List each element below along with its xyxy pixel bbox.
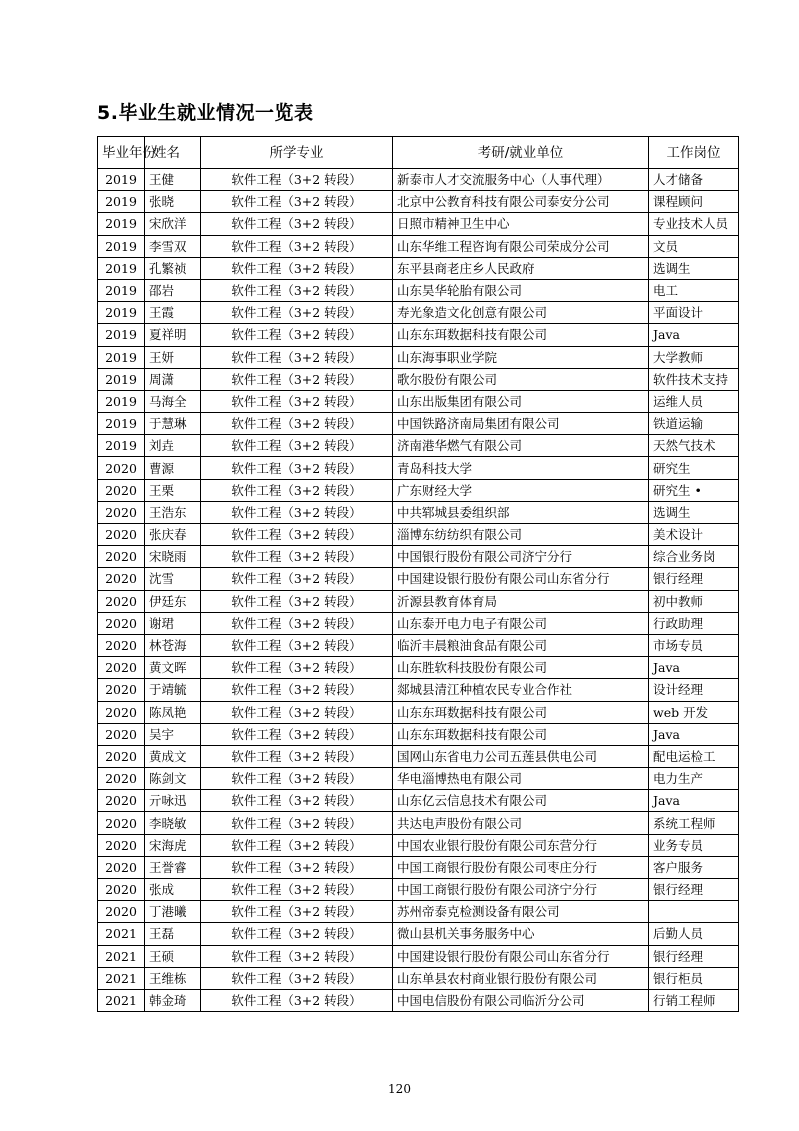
cell-position: Java xyxy=(649,723,739,745)
cell-name: 黄文晖 xyxy=(145,657,201,679)
cell-position: 平面设计 xyxy=(649,302,739,324)
cell-major: 软件工程（3+2 转段） xyxy=(201,634,393,656)
column-header-unit: 考研/就业单位 xyxy=(393,137,649,169)
table-row xyxy=(98,967,739,989)
table-row xyxy=(98,923,739,945)
cell-unit: 国网山东省电力公司五莲县供电公司 xyxy=(393,745,649,767)
cell-year: 2020 xyxy=(98,834,145,856)
cell-unit: 山东泰开电力电子有限公司 xyxy=(393,612,649,634)
cell-position: 选调生 xyxy=(649,501,739,523)
cell-unit: 沂源县教育体育局 xyxy=(393,590,649,612)
cell-unit: 山东东珥数据科技有限公司 xyxy=(393,723,649,745)
table-row xyxy=(98,901,739,923)
table-row xyxy=(98,879,739,901)
cell-year: 2020 xyxy=(98,745,145,767)
cell-major: 软件工程（3+2 转段） xyxy=(201,413,393,435)
table-row xyxy=(98,701,739,723)
cell-major: 软件工程（3+2 转段） xyxy=(201,856,393,878)
table-row xyxy=(98,812,739,834)
table-row xyxy=(98,745,739,767)
cell-major: 软件工程（3+2 转段） xyxy=(201,879,393,901)
cell-name: 王硕 xyxy=(145,945,201,967)
cell-unit: 中国电信股份有限公司临沂分公司 xyxy=(393,989,649,1011)
table-row xyxy=(98,435,739,457)
cell-major: 软件工程（3+2 转段） xyxy=(201,612,393,634)
cell-unit: 青岛科技大学 xyxy=(393,457,649,479)
table-row xyxy=(98,790,739,812)
cell-position: 银行柜员 xyxy=(649,967,739,989)
cell-unit: 中国工商银行股份有限公司济宁分行 xyxy=(393,879,649,901)
cell-year: 2020 xyxy=(98,679,145,701)
cell-year: 2019 xyxy=(98,235,145,257)
cell-unit: 歌尔股份有限公司 xyxy=(393,368,649,390)
table-row xyxy=(98,457,739,479)
cell-position: 初中教师 xyxy=(649,590,739,612)
cell-position: 后勤人员 xyxy=(649,923,739,945)
cell-position: Java xyxy=(649,324,739,346)
cell-name: 周潇 xyxy=(145,368,201,390)
cell-year: 2019 xyxy=(98,390,145,412)
cell-major: 软件工程（3+2 转段） xyxy=(201,479,393,501)
cell-year: 2019 xyxy=(98,324,145,346)
cell-major: 软件工程（3+2 转段） xyxy=(201,657,393,679)
column-header-year: 毕业年份 xyxy=(98,137,145,169)
cell-position: 行政助理 xyxy=(649,612,739,634)
cell-major: 软件工程（3+2 转段） xyxy=(201,812,393,834)
cell-unit: 山东海事职业学院 xyxy=(393,346,649,368)
cell-year: 2020 xyxy=(98,701,145,723)
table-header xyxy=(98,137,739,169)
table-row xyxy=(98,590,739,612)
table-row xyxy=(98,679,739,701)
cell-year: 2019 xyxy=(98,302,145,324)
cell-position: 课程顾问 xyxy=(649,191,739,213)
cell-year: 2019 xyxy=(98,413,145,435)
cell-major: 软件工程（3+2 转段） xyxy=(201,169,393,191)
cell-name: 于靖毓 xyxy=(145,679,201,701)
cell-position: 设计经理 xyxy=(649,679,739,701)
table-row xyxy=(98,235,739,257)
cell-unit: 山东单县农村商业银行股份有限公司 xyxy=(393,967,649,989)
table-row xyxy=(98,279,739,301)
cell-position xyxy=(649,901,739,923)
cell-year: 2021 xyxy=(98,923,145,945)
cell-name: 马海全 xyxy=(145,390,201,412)
cell-name: 陈凤艳 xyxy=(145,701,201,723)
cell-position: 研究生 • xyxy=(649,479,739,501)
cell-year: 2021 xyxy=(98,945,145,967)
cell-unit: 山东东珥数据科技有限公司 xyxy=(393,324,649,346)
cell-year: 2020 xyxy=(98,546,145,568)
cell-unit: 山东亿云信息技术有限公司 xyxy=(393,790,649,812)
page-title: 5.毕业生就业情况一览表 xyxy=(97,102,314,124)
table-row xyxy=(98,169,739,191)
table-row xyxy=(98,546,739,568)
cell-position: 文员 xyxy=(649,235,739,257)
cell-year: 2019 xyxy=(98,191,145,213)
cell-name: 张晓 xyxy=(145,191,201,213)
cell-year: 2020 xyxy=(98,790,145,812)
cell-year: 2021 xyxy=(98,967,145,989)
cell-position: 美术设计 xyxy=(649,524,739,546)
cell-position: 银行经理 xyxy=(649,879,739,901)
cell-major: 软件工程（3+2 转段） xyxy=(201,790,393,812)
cell-position: 电力生产 xyxy=(649,768,739,790)
cell-unit: 中国建设银行股份有限公司山东省分行 xyxy=(393,945,649,967)
cell-position: web 开发 xyxy=(649,701,739,723)
table-row xyxy=(98,723,739,745)
cell-unit: 寿光象造文化创意有限公司 xyxy=(393,302,649,324)
cell-position: 铁道运输 xyxy=(649,413,739,435)
cell-major: 软件工程（3+2 转段） xyxy=(201,457,393,479)
column-header-major: 所学专业 xyxy=(201,137,393,169)
cell-position: 研究生 xyxy=(649,457,739,479)
cell-unit: 中国铁路济南局集团有限公司 xyxy=(393,413,649,435)
table-row xyxy=(98,302,739,324)
cell-position: 专业技术人员 xyxy=(649,213,739,235)
cell-year: 2020 xyxy=(98,612,145,634)
cell-name: 王磊 xyxy=(145,923,201,945)
cell-major: 软件工程（3+2 转段） xyxy=(201,346,393,368)
cell-name: 李雪双 xyxy=(145,235,201,257)
cell-unit: 日照市精神卫生中心 xyxy=(393,213,649,235)
cell-position: Java xyxy=(649,790,739,812)
cell-position: 系统工程师 xyxy=(649,812,739,834)
cell-name: 王维栋 xyxy=(145,967,201,989)
cell-unit: 山东昊华轮胎有限公司 xyxy=(393,279,649,301)
cell-unit: 微山县机关事务服务中心 xyxy=(393,923,649,945)
cell-year: 2021 xyxy=(98,989,145,1011)
table-row xyxy=(98,856,739,878)
cell-position: 客户服务 xyxy=(649,856,739,878)
table-row xyxy=(98,945,739,967)
cell-name: 丁港曦 xyxy=(145,901,201,923)
cell-major: 软件工程（3+2 转段） xyxy=(201,435,393,457)
cell-name: 宋海虎 xyxy=(145,834,201,856)
cell-position: 运维人员 xyxy=(649,390,739,412)
cell-name: 于慧琳 xyxy=(145,413,201,435)
cell-position: 银行经理 xyxy=(649,945,739,967)
table-row xyxy=(98,501,739,523)
cell-name: 陈剑文 xyxy=(145,768,201,790)
cell-name: 王浩东 xyxy=(145,501,201,523)
cell-major: 软件工程（3+2 转段） xyxy=(201,390,393,412)
cell-major: 软件工程（3+2 转段） xyxy=(201,501,393,523)
cell-major: 软件工程（3+2 转段） xyxy=(201,302,393,324)
cell-major: 软件工程（3+2 转段） xyxy=(201,901,393,923)
cell-year: 2019 xyxy=(98,435,145,457)
cell-unit: 新泰市人才交流服务中心（人事代理） xyxy=(393,169,649,191)
table-row xyxy=(98,657,739,679)
table-row xyxy=(98,568,739,590)
cell-unit: 山东东珥数据科技有限公司 xyxy=(393,701,649,723)
cell-name: 吴宇 xyxy=(145,723,201,745)
cell-name: 王霞 xyxy=(145,302,201,324)
cell-year: 2020 xyxy=(98,568,145,590)
cell-name: 宋晓雨 xyxy=(145,546,201,568)
cell-name: 黄成文 xyxy=(145,745,201,767)
cell-year: 2019 xyxy=(98,257,145,279)
cell-unit: 东平县商老庄乡人民政府 xyxy=(393,257,649,279)
cell-year: 2020 xyxy=(98,901,145,923)
cell-major: 软件工程（3+2 转段） xyxy=(201,923,393,945)
table-row xyxy=(98,768,739,790)
cell-position: 天然气技术 xyxy=(649,435,739,457)
cell-major: 软件工程（3+2 转段） xyxy=(201,235,393,257)
cell-year: 2019 xyxy=(98,368,145,390)
table-row xyxy=(98,612,739,634)
cell-unit: 山东胜软科技股份有限公司 xyxy=(393,657,649,679)
cell-name: 王健 xyxy=(145,169,201,191)
cell-position: 行销工程师 xyxy=(649,989,739,1011)
cell-name: 王栗 xyxy=(145,479,201,501)
table-row xyxy=(98,834,739,856)
cell-major: 软件工程（3+2 转段） xyxy=(201,324,393,346)
cell-major: 软件工程（3+2 转段） xyxy=(201,590,393,612)
table-row xyxy=(98,413,739,435)
table-row xyxy=(98,257,739,279)
cell-unit: 中国工商银行股份有限公司枣庄分行 xyxy=(393,856,649,878)
cell-major: 软件工程（3+2 转段） xyxy=(201,191,393,213)
cell-position: 银行经理 xyxy=(649,568,739,590)
cell-position: 综合业务岗 xyxy=(649,546,739,568)
cell-unit: 山东出版集团有限公司 xyxy=(393,390,649,412)
cell-unit: 共达电声股份有限公司 xyxy=(393,812,649,834)
cell-year: 2019 xyxy=(98,279,145,301)
employment-table xyxy=(97,136,739,1012)
cell-year: 2020 xyxy=(98,479,145,501)
cell-major: 软件工程（3+2 转段） xyxy=(201,745,393,767)
cell-major: 软件工程（3+2 转段） xyxy=(201,279,393,301)
cell-position: 市场专员 xyxy=(649,634,739,656)
table-row xyxy=(98,191,739,213)
cell-unit: 中国农业银行股份有限公司东营分行 xyxy=(393,834,649,856)
table-row xyxy=(98,989,739,1011)
cell-name: 伊廷东 xyxy=(145,590,201,612)
cell-name: 孔繁祯 xyxy=(145,257,201,279)
cell-name: 亓咏迅 xyxy=(145,790,201,812)
cell-year: 2020 xyxy=(98,501,145,523)
table-row xyxy=(98,368,739,390)
cell-name: 张成 xyxy=(145,879,201,901)
cell-unit: 广东财经大学 xyxy=(393,479,649,501)
cell-unit: 华电淄博热电有限公司 xyxy=(393,768,649,790)
header-row xyxy=(98,137,739,169)
cell-name: 谢珺 xyxy=(145,612,201,634)
cell-year: 2020 xyxy=(98,457,145,479)
cell-position: 配电运检工 xyxy=(649,745,739,767)
table-row xyxy=(98,346,739,368)
page-number: 120 xyxy=(388,1082,411,1096)
cell-year: 2020 xyxy=(98,657,145,679)
cell-unit: 中国建设银行股份有限公司山东省分行 xyxy=(393,568,649,590)
cell-unit: 中共郓城县委组织部 xyxy=(393,501,649,523)
cell-year: 2019 xyxy=(98,346,145,368)
cell-major: 软件工程（3+2 转段） xyxy=(201,834,393,856)
cell-position: Java xyxy=(649,657,739,679)
cell-position: 业务专员 xyxy=(649,834,739,856)
cell-major: 软件工程（3+2 转段） xyxy=(201,524,393,546)
cell-name: 李晓敏 xyxy=(145,812,201,834)
cell-name: 王誉睿 xyxy=(145,856,201,878)
cell-year: 2020 xyxy=(98,812,145,834)
cell-major: 软件工程（3+2 转段） xyxy=(201,723,393,745)
cell-major: 软件工程（3+2 转段） xyxy=(201,257,393,279)
cell-unit: 苏州帝泰克检测设备有限公司 xyxy=(393,901,649,923)
cell-unit: 北京中公教育科技有限公司泰安分公司 xyxy=(393,191,649,213)
cell-name: 宋欣洋 xyxy=(145,213,201,235)
cell-name: 沈雪 xyxy=(145,568,201,590)
cell-year: 2020 xyxy=(98,879,145,901)
table-row xyxy=(98,213,739,235)
table-row xyxy=(98,324,739,346)
cell-unit: 中国银行股份有限公司济宁分行 xyxy=(393,546,649,568)
cell-year: 2020 xyxy=(98,524,145,546)
cell-major: 软件工程（3+2 转段） xyxy=(201,568,393,590)
cell-name: 韩金琦 xyxy=(145,989,201,1011)
cell-name: 夏祥明 xyxy=(145,324,201,346)
cell-unit: 淄博东纺纺织有限公司 xyxy=(393,524,649,546)
cell-year: 2019 xyxy=(98,213,145,235)
cell-year: 2020 xyxy=(98,590,145,612)
column-header-name: 姓名 xyxy=(145,137,201,169)
cell-year: 2020 xyxy=(98,856,145,878)
cell-unit: 济南港华燃气有限公司 xyxy=(393,435,649,457)
cell-name: 曹源 xyxy=(145,457,201,479)
cell-major: 软件工程（3+2 转段） xyxy=(201,213,393,235)
cell-major: 软件工程（3+2 转段） xyxy=(201,967,393,989)
cell-major: 软件工程（3+2 转段） xyxy=(201,989,393,1011)
cell-name: 林苍海 xyxy=(145,634,201,656)
table-row xyxy=(98,479,739,501)
table-row xyxy=(98,390,739,412)
cell-position: 软件技术支持 xyxy=(649,368,739,390)
column-header-position: 工作岗位 xyxy=(649,137,739,169)
cell-name: 邵岩 xyxy=(145,279,201,301)
table-row xyxy=(98,524,739,546)
cell-position: 选调生 xyxy=(649,257,739,279)
cell-unit: 郯城县清江种植农民专业合作社 xyxy=(393,679,649,701)
cell-name: 张庆春 xyxy=(145,524,201,546)
cell-major: 软件工程（3+2 转段） xyxy=(201,679,393,701)
table-row xyxy=(98,634,739,656)
cell-position: 大学教师 xyxy=(649,346,739,368)
table-body xyxy=(98,169,739,1012)
cell-year: 2019 xyxy=(98,169,145,191)
cell-year: 2020 xyxy=(98,768,145,790)
cell-name: 刘垚 xyxy=(145,435,201,457)
cell-position: 人才储备 xyxy=(649,169,739,191)
cell-name: 王妍 xyxy=(145,346,201,368)
cell-position: 电工 xyxy=(649,279,739,301)
cell-major: 软件工程（3+2 转段） xyxy=(201,546,393,568)
cell-unit: 临沂丰晨粮油食品有限公司 xyxy=(393,634,649,656)
cell-unit: 山东华维工程咨询有限公司荣成分公司 xyxy=(393,235,649,257)
cell-year: 2020 xyxy=(98,723,145,745)
cell-major: 软件工程（3+2 转段） xyxy=(201,368,393,390)
cell-major: 软件工程（3+2 转段） xyxy=(201,945,393,967)
cell-year: 2020 xyxy=(98,634,145,656)
cell-major: 软件工程（3+2 转段） xyxy=(201,768,393,790)
cell-major: 软件工程（3+2 转段） xyxy=(201,701,393,723)
